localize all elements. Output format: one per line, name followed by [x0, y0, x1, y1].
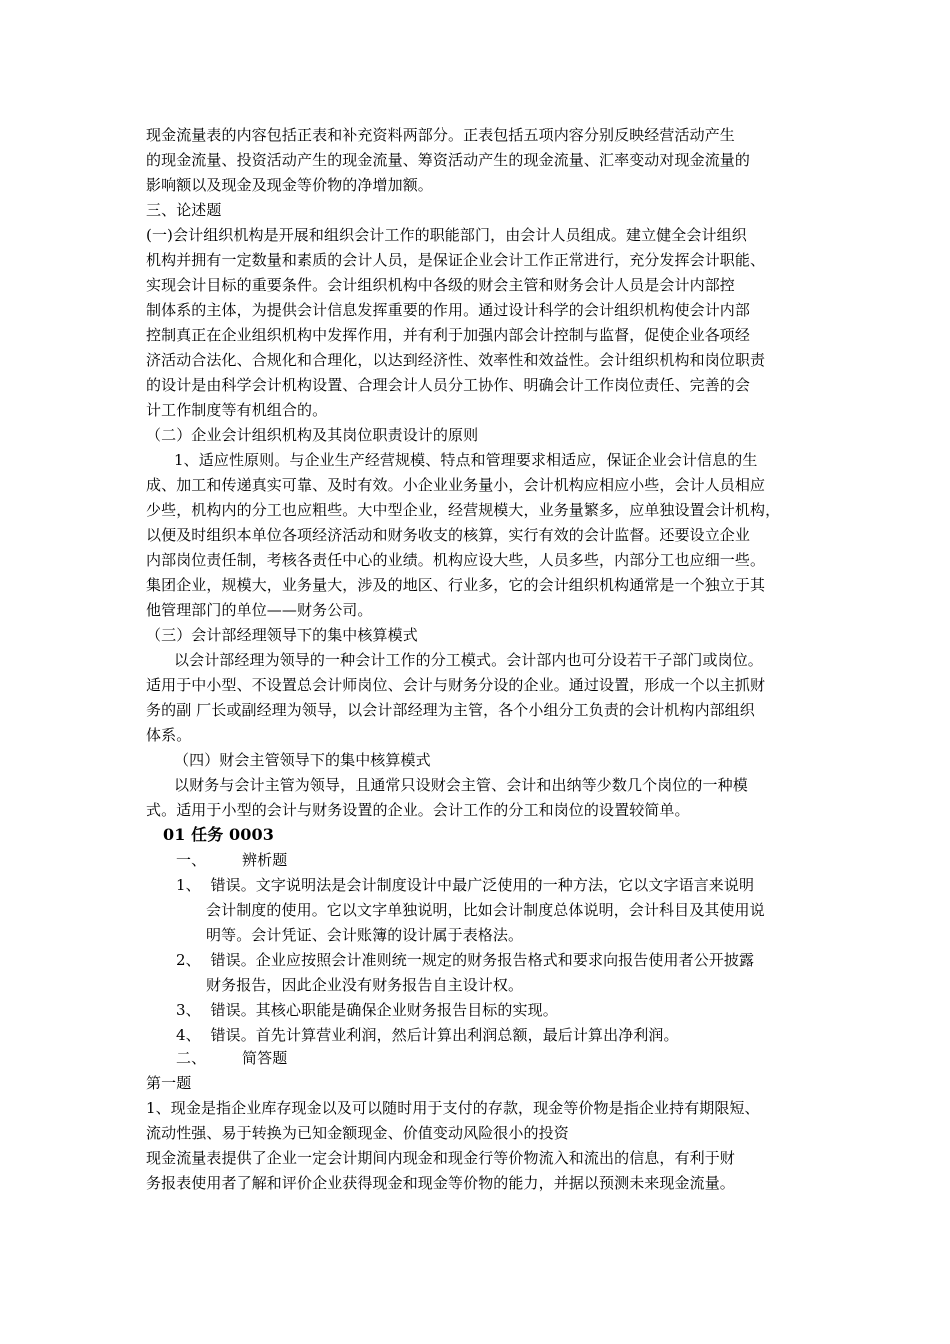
text-line: 务的副 厂长或副经理为领导，以会计部经理为主管，各个小组分工负责的会计机构内部组织 [146, 701, 755, 719]
list-item-text: 错误。企业应按照会计准则统一规定的财务报告格式和要求向报告使用者公开披露 [210, 951, 755, 969]
text-line: 实现会计目标的重要条件。会计组织机构中各级的财会主管和财务会计人员是会计内部控 [146, 276, 735, 294]
section-short-answer [146, 1046, 816, 1071]
analysis-item-list [146, 873, 816, 1048]
list-item-line: 财务报告，因此企业没有财务报告自主设计权。 [206, 976, 524, 994]
list-item [146, 998, 816, 1023]
text-line: 式。适用于小型的会计与财务设置的企业。会计工作的分工和岗位的设置较简单。 [146, 801, 690, 819]
section-title: 辨析题 [242, 851, 288, 869]
text-line: 现金流量表提供了企业一定会计期间内现金和现金行等价物流入和流出的信息，有利于财 [146, 1149, 735, 1167]
text-line: 成、加工和传递真实可靠、及时有效。小企业业务量小，会计机构应相应小些，会计人员相应 [146, 476, 766, 494]
section-analysis-questions [146, 848, 816, 873]
question-title: 第一题 [146, 1074, 192, 1092]
text-line: 的现金流量、投资活动产生的现金流量、筹资活动产生的现金流量、汇率变动对现金流量的 [146, 151, 751, 169]
list-item-number: 4、 [176, 1026, 201, 1044]
list-item-text: 错误。其核心职能是确保企业财务报告目标的实现。 [210, 1001, 558, 1019]
list-item-number: 2、 [176, 951, 201, 969]
section-heading-line [146, 848, 816, 873]
list-item-number: 3、 [176, 1001, 201, 1019]
text-line: 以便及时组织本单位各项经济活动和财务收支的核算，实行有效的会计监督。还要设立企业 [146, 526, 751, 544]
paragraph-cash-flow-intro [146, 123, 816, 198]
text-line: 影响额以及现金及现金等价物的净增加额。 [146, 176, 433, 194]
list-item-text: 错误。首先计算营业利润，然后计算出利润总额，最后计算出净利润。 [210, 1026, 679, 1044]
text-line: 适用于中小型、不设置总会计师岗位、会计与财务分设的企业。通过设置，形成一个以主抓财 [146, 676, 766, 694]
text-line: 控制真正在企业组织机构中发挥作用，并有利于加强内部会计控制与监督，促使企业各项经 [146, 326, 751, 344]
text-line: 现金流量表的内容包括正表和补充资料两部分。正表包括五项内容分别反映经营活动产生 [146, 126, 735, 144]
list-item-line: 明等。会计凭证、会计账簿的设计属于表格法。 [206, 926, 524, 944]
text-line: 1、适应性原则。与企业生产经营规模、特点和管理要求相适应，保证企业会计信息的生 [174, 451, 758, 469]
list-item-first-line [146, 998, 816, 1023]
list-item-first-line [146, 948, 816, 973]
task-title [163, 822, 833, 847]
heading-text: （四）财会主管领导下的集中核算模式 [174, 751, 431, 769]
list-item-text: 错误。文字说明法是会计制度设计中最广泛使用的一种方法，它以文字语言来说明 [210, 876, 755, 894]
text-line: 内部岗位责任制，考核各责任中心的业绩。机构应设大些，人员多些，内部分工也应细一些。 [146, 551, 766, 569]
text-line: (一)会计组织机构是开展和组织会计工作的职能部门，由会计人员组成。建立健全会计组织 [146, 226, 747, 244]
section-number: 二、 [176, 1049, 207, 1067]
list-item [146, 1023, 816, 1048]
text-line: 计工作制度等有机组合的。 [146, 401, 328, 419]
section-title: 简答题 [242, 1049, 288, 1067]
text-line: 他管理部门的单位——财务公司。 [146, 601, 373, 619]
text-line: 以会计部经理为领导的一种会计工作的分工模式。会计部内也可分设若干子部门或岗位。 [174, 651, 763, 669]
list-item-first-line [146, 1023, 816, 1048]
text-line: 体系。 [146, 726, 192, 744]
text-line: 流动性强、易于转换为已知金额现金、价值变动风险很小的投资 [146, 1124, 569, 1142]
list-item [146, 873, 816, 948]
heading-manager-mode [146, 623, 816, 648]
paragraph-adaptability-principle [146, 448, 816, 623]
task-title-text: 01 任务 0003 [163, 825, 274, 844]
heading-text: （三）会计部经理领导下的集中核算模式 [146, 626, 418, 644]
list-item-first-line [146, 873, 816, 898]
text-line: 1、现金是指企业库存现金以及可以随时用于支付的存款，现金等价物是指企业持有期限短、 [146, 1099, 760, 1117]
heading-finance-supervisor-mode [146, 748, 816, 773]
text-line: 机构并拥有一定数量和素质的会计人员，是保证企业会计工作正常进行，充分发挥会计职能、 [146, 251, 766, 269]
text-line: 集团企业，规模大，业务量大，涉及的地区、行业多，它的会计组织机构通常是一个独立于其 [146, 576, 766, 594]
list-item-line: 会计制度的使用。它以文字单独说明，比如会计制度总体说明，会计科目及其使用说 [206, 901, 765, 919]
section-heading-line [146, 1046, 816, 1071]
list-item [146, 948, 816, 998]
heading-text: 三、论述题 [146, 201, 222, 219]
paragraph-manager-mode [146, 648, 816, 748]
paragraph-cash-definition [146, 1096, 816, 1196]
text-line: 少些，机构内的分工也应粗些。大中型企业，经营规模大，业务量繁多，应单独设置会计机构， [146, 501, 781, 519]
heading-text: （二）企业会计组织机构及其岗位职责设计的原则 [146, 426, 479, 444]
text-line: 务报表使用者了解和评价企业获得现金和现金等价物的能力，并据以预测未来现金流量。 [146, 1174, 735, 1192]
text-line: 以财务与会计主管为领导，且通常只设财会主管、会计和出纳等少数几个岗位的一种模 [174, 776, 748, 794]
section-number: 一、 [176, 851, 207, 869]
text-line: 制体系的主体，为提供会计信息发挥重要的作用。通过设计科学的会计组织机构使会计内部 [146, 301, 751, 319]
heading-design-principles [146, 423, 816, 448]
question-one-heading [146, 1071, 816, 1096]
paragraph-accounting-organization [146, 223, 816, 423]
list-item-number: 1、 [176, 876, 201, 894]
text-line: 的设计是由科学会计机构设置、合理会计人员分工协作、明确会计工作岗位责任、完善的会 [146, 376, 751, 394]
heading-essay-questions [146, 198, 816, 223]
paragraph-finance-supervisor-mode [146, 773, 816, 823]
text-line: 济活动合法化、合规化和合理化，以达到经济性、效率性和效益性。会计组织机构和岗位职责 [146, 351, 766, 369]
